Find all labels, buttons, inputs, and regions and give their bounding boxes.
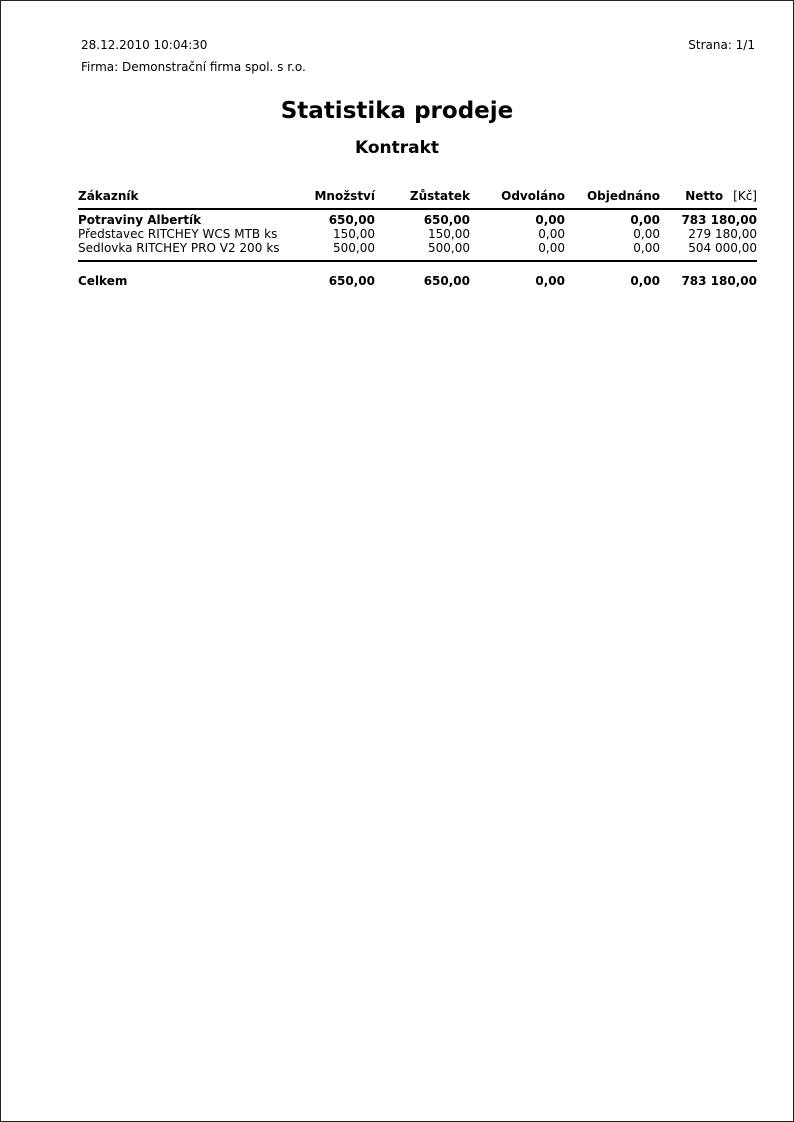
- table-header-row: [78, 189, 757, 203]
- column-header-objednano: Objednáno: [586, 189, 660, 203]
- item-objednano: 0,00: [633, 241, 660, 255]
- report-datetime: 28.12.2010 10:04:30: [81, 38, 208, 52]
- header-divider: [78, 208, 757, 210]
- column-header-zustatek: Zůstatek: [409, 189, 470, 203]
- column-header-netto: [660, 189, 757, 203]
- column-header-odvolano: Odvoláno: [501, 189, 565, 203]
- group-netto: 783 180,00: [681, 213, 757, 227]
- page-title: Statistika prodeje: [280, 98, 514, 124]
- total-label: Celkem: [78, 274, 128, 288]
- total-row: [78, 274, 757, 288]
- item-zustatek: 500,00: [428, 241, 470, 255]
- item-name: Představec RITCHEY WCS MTB: [78, 227, 261, 241]
- item-unit: ks: [266, 241, 280, 255]
- item-netto: 279 180,00: [688, 227, 757, 241]
- customer-name: Potraviny Albertík: [78, 213, 202, 227]
- netto-label: Netto: [685, 189, 724, 203]
- report-header: [1, 1, 793, 52]
- total-divider: [78, 260, 757, 262]
- table-body: [78, 213, 757, 255]
- page-number: Strana: 1/1: [688, 38, 755, 52]
- item-name: Sedlovka RITCHEY PRO V2 200: [78, 241, 263, 255]
- total-zustatek: 650,00: [423, 274, 470, 288]
- item-unit: ks: [264, 227, 278, 241]
- item-mnozstvi: 150,00: [333, 227, 375, 241]
- total-objednano: 0,00: [630, 274, 660, 288]
- customer-group-row: [78, 213, 757, 227]
- item-objednano: 0,00: [633, 227, 660, 241]
- page-subtitle: Kontrakt: [354, 138, 440, 158]
- item-row: [78, 227, 757, 241]
- currency-unit-label: [Kč]: [733, 189, 757, 203]
- item-odvolano: 0,00: [538, 241, 565, 255]
- item-netto: 504 000,00: [688, 241, 757, 255]
- group-zustatek: 650,00: [423, 213, 470, 227]
- total-odvolano: 0,00: [535, 274, 565, 288]
- group-odvolano: 0,00: [535, 213, 565, 227]
- group-objednano: 0,00: [630, 213, 660, 227]
- total-netto: 783 180,00: [681, 274, 757, 288]
- company-name: Firma: Demonstrační firma spol. s r.o.: [81, 60, 306, 74]
- item-zustatek: 150,00: [428, 227, 470, 241]
- total-mnozstvi: 650,00: [328, 274, 375, 288]
- item-mnozstvi: 500,00: [333, 241, 375, 255]
- sales-table: [78, 189, 757, 288]
- column-header-zakaznik: Zákazník: [78, 189, 139, 203]
- group-mnozstvi: 650,00: [328, 213, 375, 227]
- item-odvolano: 0,00: [538, 227, 565, 241]
- item-row: [78, 241, 757, 255]
- column-header-mnozstvi: Množství: [314, 189, 375, 203]
